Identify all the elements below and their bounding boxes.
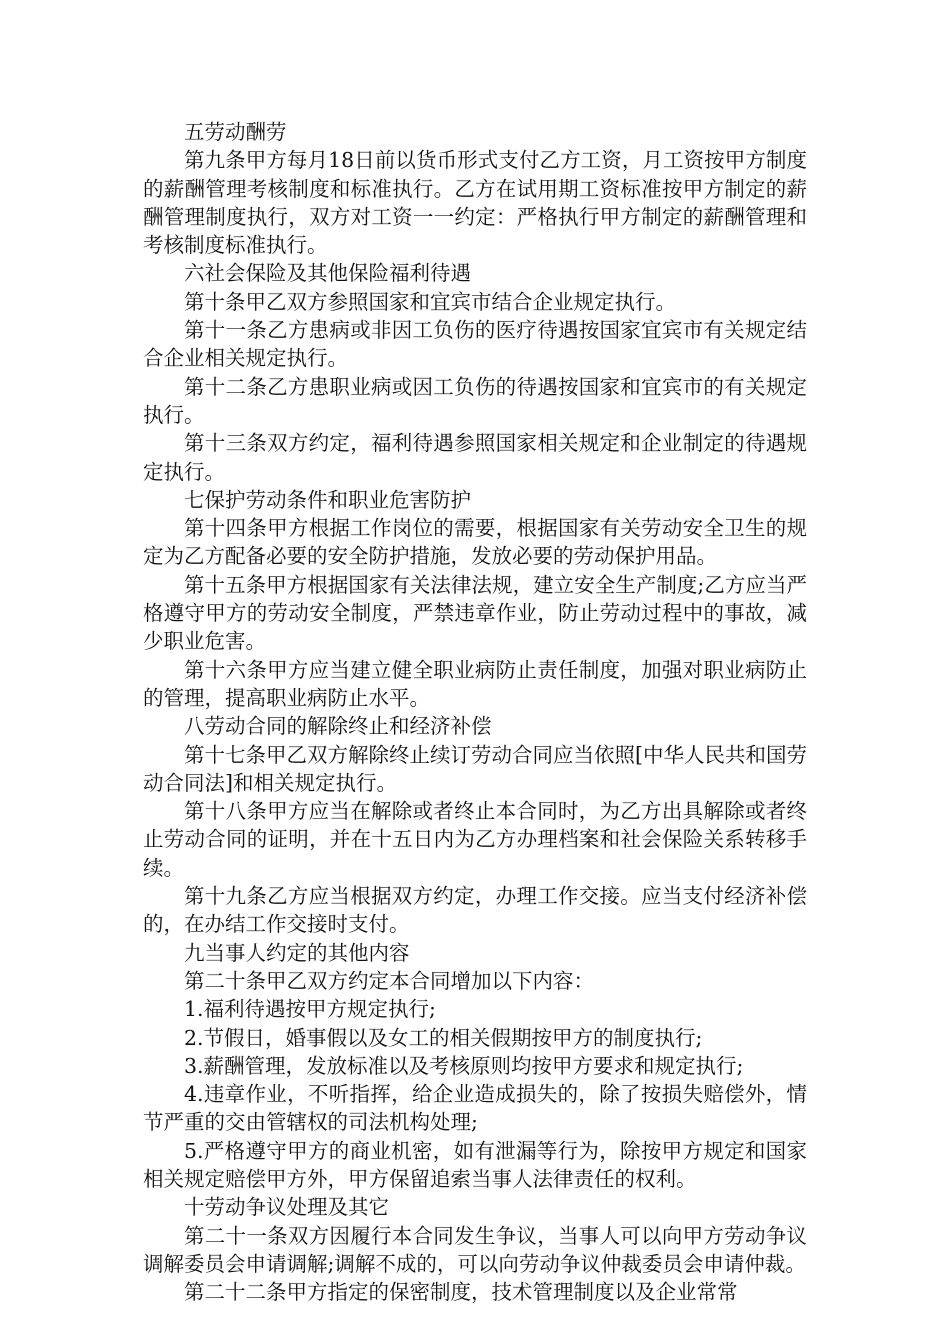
article-17: 第十七条甲乙双方解除终止续订劳动合同应当依照[中华人民共和国劳动合同法]和相关规定执行。 bbox=[143, 742, 807, 795]
article-13: 第十三条双方约定，福利待遇参照国家相关规定和企业制定的待遇规定执行。 bbox=[143, 431, 807, 484]
list-item-3: 3.薪酬管理，发放标准以及考核原则均按甲方要求和规定执行; bbox=[184, 1053, 744, 1078]
section-heading-9: 九当事人约定的其他内容 bbox=[184, 940, 410, 965]
article-10: 第十条甲乙双方参照国家和宜宾市结合企业规定执行。 bbox=[184, 289, 676, 314]
article-15: 第十五条甲方根据国家有关法律法规，建立安全生产制度;乙方应当严格遵守甲方的劳动安全制度，严禁违章作业，防止劳动过程中的事故，减少职业危害。 bbox=[143, 572, 807, 654]
list-item-4: 4.违章作业，不听指挥，给企业造成损失的，除了按损失赔偿外，情节严重的交由管辖权的司法机构处理; bbox=[143, 1082, 807, 1135]
section-heading-5: 五劳动酬劳 bbox=[184, 120, 287, 144]
article-19: 第十九条乙方应当根据双方约定，办理工作交接。应当支付经济补偿的，在办结工作交接时支付。 bbox=[143, 884, 807, 937]
article-16: 第十六条甲方应当建立健全职业病防止责任制度，加强对职业病防止的管理，提高职业病防止水平。 bbox=[143, 657, 807, 710]
section-heading-10: 十劳动争议处理及其它 bbox=[184, 1195, 389, 1220]
article-11: 第十一条乙方患病或非因工负伤的医疗待遇按国家宜宾市有关规定结合企业相关规定执行。 bbox=[143, 318, 807, 371]
article-12: 第十二条乙方患职业病或因工负伤的待遇按国家和宜宾市的有关规定执行。 bbox=[143, 374, 807, 427]
article-21: 第二十一条双方因履行本合同发生争议，当事人可以向甲方劳动争议调解委员会申请调解;调解不成的，可以向劳动争议仲裁委员会申请仲裁。 bbox=[143, 1223, 807, 1276]
article-22: 第二十二条甲方指定的保密制度，技术管理制度以及企业常常 bbox=[184, 1280, 738, 1305]
article-18: 第十八条甲方应当在解除或者终止本合同时，为乙方出具解除或者终止劳动合同的证明，并在十五日内为乙方办理档案和社会保险关系转移手续。 bbox=[143, 799, 807, 880]
section-heading-6: 六社会保险及其他保险福利待遇 bbox=[184, 261, 471, 286]
document-body bbox=[143, 118, 807, 1306]
section-heading-7: 七保护劳动条件和职业危害防护 bbox=[184, 487, 471, 512]
article-20: 第二十条甲乙双方约定本合同增加以下内容： bbox=[184, 968, 594, 993]
article-14: 第十四条甲方根据工作岗位的需要，根据国家有关劳动安全卫生的规定为乙方配备必要的安全防护措施，发放必要的劳动保护用品。 bbox=[143, 516, 807, 569]
section-heading-8: 八劳动合同的解除终止和经济补偿 bbox=[184, 714, 492, 739]
list-item-2: 2.节假日，婚事假以及女工的相关假期按甲方的制度执行; bbox=[184, 1025, 703, 1050]
list-item-5: 5.严格遵守甲方的商业机密，如有泄漏等行为，除按甲方规定和国家相关规定赔偿甲方外，甲方保留追索当事人法律责任的权利。 bbox=[143, 1138, 807, 1191]
list-item-1: 1.福利待遇按甲方规定执行; bbox=[184, 997, 436, 1022]
article-9: 第九条甲方每月18日前以货币形式支付乙方工资，月工资按甲方制度的薪酬管理考核制度和标准执行。乙方在试用期工资标准按甲方制定的薪酬管理制度执行，双方对工资一一约定：严格执行甲方制定的薪酬管理和考核制度标准执行。 bbox=[143, 148, 807, 258]
